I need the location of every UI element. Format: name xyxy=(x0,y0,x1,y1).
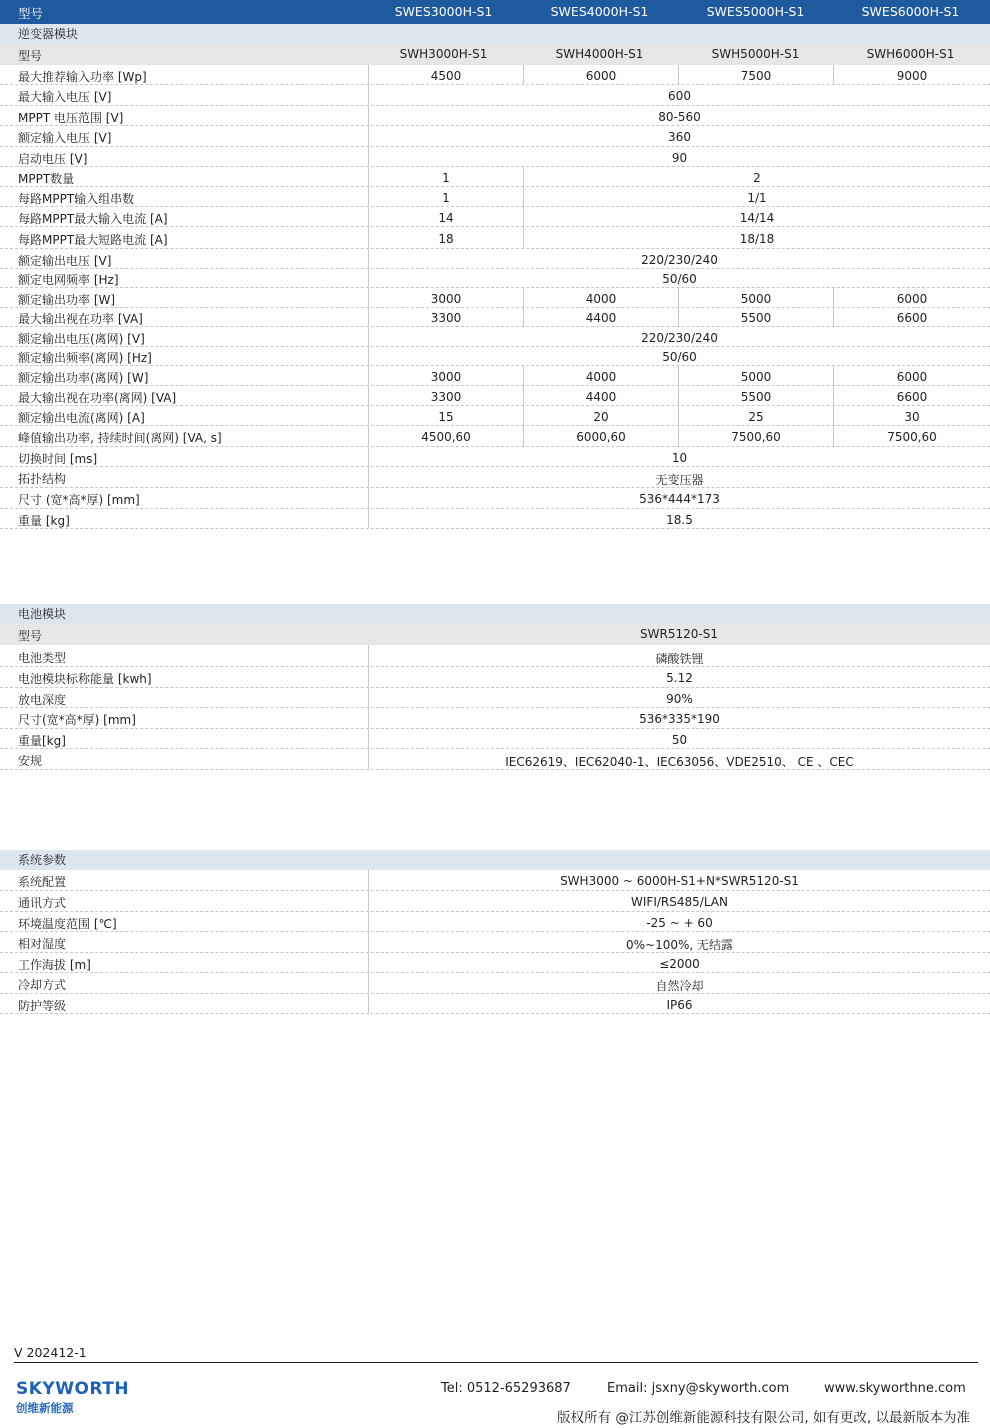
row-label: 尺寸 (宽*高*厚) [mm] xyxy=(18,493,140,507)
row-label: 环境温度范围 [℃] xyxy=(18,917,117,931)
table-row xyxy=(0,509,990,529)
table-row xyxy=(0,749,990,770)
row-label: 最大输出视在功率 [VA] xyxy=(18,312,143,326)
row-label: 额定输出频率(离网) [Hz] xyxy=(18,351,152,365)
header-model-2: SWES4000H-S1 xyxy=(550,4,649,19)
table-row xyxy=(0,249,990,269)
table-cell xyxy=(368,467,990,487)
table-cell xyxy=(368,645,990,666)
table-cell xyxy=(368,126,990,146)
table-row xyxy=(0,467,990,488)
cell-value: 600 xyxy=(668,89,691,103)
table-cell xyxy=(678,386,833,405)
table-cell xyxy=(678,308,833,326)
table-header xyxy=(0,0,990,24)
cell-value: 6000 xyxy=(896,292,928,306)
inverter-model-label: 型号 xyxy=(18,49,43,63)
table-cell xyxy=(833,386,990,405)
cell-value: 2 xyxy=(753,171,761,185)
table-cell xyxy=(678,406,833,425)
copyright-text: 版权所有 @江苏创维新能源科技有限公司, 如有更改, 以最新版本为准 xyxy=(557,1410,970,1426)
table-cell xyxy=(368,688,990,707)
row-label: 每路MPPT最大输入电流 [A] xyxy=(18,212,168,226)
inverter-section-title: 逆变器模块 xyxy=(0,24,990,44)
table-row xyxy=(0,729,990,749)
table-row xyxy=(0,973,990,994)
cell-value: 3000 xyxy=(430,292,462,306)
row-label: 拓扑结构 xyxy=(18,472,67,486)
cell-value: 1/1 xyxy=(747,191,767,205)
table-row xyxy=(0,994,990,1014)
table-cell xyxy=(368,488,990,508)
table-row xyxy=(0,406,990,426)
cell-value: 1 xyxy=(442,171,450,185)
cell-value: 220/230/240 xyxy=(641,253,718,267)
row-label: 峰值输出功率, 持续时间(离网) [VA, s] xyxy=(18,431,222,445)
table-cell xyxy=(368,366,523,385)
table-row xyxy=(0,912,990,932)
battery-rows xyxy=(0,645,990,770)
table-cell xyxy=(678,65,833,84)
table-cell xyxy=(368,207,523,226)
table-row xyxy=(0,167,990,187)
row-label: 电池模块标称能量 [kwh] xyxy=(18,672,152,686)
cell-value: 5000 xyxy=(740,292,772,306)
skyworth-logo xyxy=(16,1379,129,1416)
cell-value: 无变压器 xyxy=(655,473,704,487)
contact-website[interactable]: www.skyworthne.com xyxy=(824,1381,966,1396)
table-cell xyxy=(523,288,678,307)
table-cell xyxy=(368,708,990,728)
row-label: 额定输出电流(离网) [A] xyxy=(18,411,145,425)
cell-value: 10 xyxy=(671,451,688,465)
table-cell xyxy=(368,249,990,268)
table-row xyxy=(0,386,990,406)
inverter-model-1: SWH3000H-S1 xyxy=(399,47,488,61)
row-label: 每路MPPT输入组串数 xyxy=(18,192,135,206)
table-cell xyxy=(523,167,990,186)
cell-value: 4400 xyxy=(585,311,617,325)
row-label: 切换时间 [ms] xyxy=(18,452,98,466)
header-model-1: SWES3000H-S1 xyxy=(394,4,493,19)
table-cell xyxy=(523,308,678,326)
cell-value: 6000 xyxy=(585,69,617,83)
cell-value: 14/14 xyxy=(739,211,775,225)
table-cell xyxy=(368,85,990,105)
cell-value: 536*335*190 xyxy=(639,712,720,726)
cell-value: 90% xyxy=(666,692,693,706)
cell-value: 50/60 xyxy=(662,272,697,286)
logo-subtitle: 创维新能源 xyxy=(16,1401,74,1415)
table-row xyxy=(0,953,990,973)
version-label: V 202412-1 xyxy=(14,1345,87,1360)
cell-value: 4500 xyxy=(430,69,462,83)
table-cell xyxy=(523,207,990,226)
row-label: 额定输入电压 [V] xyxy=(18,131,112,145)
cell-value: 80-560 xyxy=(658,110,701,124)
row-label: 重量[kg] xyxy=(18,734,66,748)
cell-value: 90 xyxy=(671,151,688,165)
cell-value: 220/230/240 xyxy=(641,331,718,345)
table-cell xyxy=(523,386,678,405)
cell-value: WIFI/RS485/LAN xyxy=(631,895,728,909)
table-row xyxy=(0,288,990,308)
row-label: 每路MPPT最大短路电流 [A] xyxy=(18,233,168,247)
table-row xyxy=(0,269,990,288)
cell-value: 7500 xyxy=(740,69,772,83)
battery-model-row xyxy=(0,624,990,645)
inverter-model-3: SWH5000H-S1 xyxy=(711,47,800,61)
cell-value: 磷酸铁锂 xyxy=(655,652,704,666)
table-cell xyxy=(833,65,990,84)
row-label: 额定电网频率 [Hz] xyxy=(18,273,119,287)
row-label: MPPT数量 xyxy=(18,172,75,186)
table-row xyxy=(0,227,990,249)
cell-value: 9000 xyxy=(896,69,928,83)
cell-value: 25 xyxy=(748,410,764,424)
row-label: 重量 [kg] xyxy=(18,514,70,528)
table-cell xyxy=(523,366,678,385)
cell-value: 50 xyxy=(671,733,688,747)
table-cell xyxy=(833,308,990,326)
cell-value: IP66 xyxy=(666,998,693,1012)
row-label: 尺寸(宽*高*厚) [mm] xyxy=(18,713,136,727)
table-row xyxy=(0,147,990,167)
table-cell xyxy=(368,891,990,911)
table-cell xyxy=(368,509,990,528)
cell-value: 18 xyxy=(438,232,454,246)
table-row xyxy=(0,126,990,147)
table-cell xyxy=(678,426,833,446)
cell-value: 5000 xyxy=(740,370,772,384)
table-cell xyxy=(678,288,833,307)
table-row xyxy=(0,932,990,953)
table-cell xyxy=(368,147,990,166)
table-row xyxy=(0,85,990,106)
inverter-rows xyxy=(0,65,990,529)
inverter-model-row xyxy=(0,44,990,65)
header-model-4: SWES6000H-S1 xyxy=(861,4,960,19)
table-row xyxy=(0,207,990,227)
table-cell xyxy=(523,227,990,248)
system-section xyxy=(0,850,990,1014)
table-cell xyxy=(368,667,990,687)
cell-value: 6600 xyxy=(896,390,928,404)
cell-value: 0%~100%, 无结露 xyxy=(625,938,734,952)
table-cell xyxy=(368,167,523,186)
table-cell xyxy=(523,406,678,425)
table-cell xyxy=(368,932,990,952)
table-row xyxy=(0,708,990,729)
header-model-3: SWES5000H-S1 xyxy=(706,4,805,19)
table-cell xyxy=(368,994,990,1013)
table-row xyxy=(0,347,990,366)
row-label: 通讯方式 xyxy=(18,896,67,910)
cell-value: ≤2000 xyxy=(659,957,700,971)
table-cell xyxy=(523,65,678,84)
row-label: 额定输出功率(离网) [W] xyxy=(18,371,149,385)
row-label: MPPT 电压范围 [V] xyxy=(18,111,124,125)
row-label: 冷却方式 xyxy=(18,978,67,992)
cell-value: 5.12 xyxy=(666,671,693,685)
table-cell xyxy=(368,187,523,206)
table-row xyxy=(0,447,990,467)
table-cell xyxy=(368,106,990,125)
table-cell xyxy=(833,406,990,425)
cell-value: 6000 xyxy=(896,370,928,384)
battery-model-label: 型号 xyxy=(18,629,43,643)
row-label: 最大输入电压 [V] xyxy=(18,90,112,104)
system-rows xyxy=(0,870,990,1014)
table-row xyxy=(0,688,990,708)
table-row xyxy=(0,667,990,688)
table-cell xyxy=(368,227,523,248)
table-cell xyxy=(368,426,523,446)
row-label: 系统配置 xyxy=(18,875,67,889)
table-cell xyxy=(368,729,990,748)
table-row xyxy=(0,488,990,509)
cell-value: 15 xyxy=(438,410,454,424)
cell-value: 5500 xyxy=(740,390,772,404)
row-label: 额定输出电压 [V] xyxy=(18,254,112,268)
inverter-section xyxy=(0,24,990,529)
cell-value: -25 ~ + 60 xyxy=(646,916,713,930)
table-cell xyxy=(368,386,523,405)
cell-value: SWH3000 ~ 6000H-S1+N*SWR5120-S1 xyxy=(560,874,799,888)
table-cell xyxy=(368,870,990,890)
row-label: 额定输出功率 [W] xyxy=(18,293,116,307)
logo-wordmark: SKYWORTH xyxy=(16,1379,130,1399)
header-label: 型号 xyxy=(18,6,44,21)
cell-value: 自然冷却 xyxy=(655,979,704,993)
cell-value: 6600 xyxy=(896,311,928,325)
table-cell xyxy=(368,347,990,365)
table-row xyxy=(0,645,990,667)
cell-value: IEC62619、IEC62040-1、IEC63056、VDE2510、 CE 、CEC xyxy=(505,755,854,769)
cell-value: 3000 xyxy=(430,370,462,384)
battery-model: SWR5120-S1 xyxy=(640,627,718,641)
row-label: 防护等级 xyxy=(18,999,67,1013)
cell-value: 4000 xyxy=(585,292,617,306)
cell-value: 4000 xyxy=(585,370,617,384)
table-cell xyxy=(368,447,990,466)
table-row xyxy=(0,187,990,207)
battery-section-title: 电池模块 xyxy=(0,604,990,624)
cell-value: 14 xyxy=(438,211,454,225)
contact-tel: Tel: 0512-65293687 xyxy=(441,1381,571,1396)
row-label: 电池类型 xyxy=(18,651,67,665)
row-label: 最大推荐输入功率 [Wp] xyxy=(18,70,147,84)
inverter-model-2: SWH4000H-S1 xyxy=(555,47,644,61)
table-cell xyxy=(368,406,523,425)
table-cell xyxy=(368,327,990,346)
table-cell xyxy=(368,65,523,84)
table-cell xyxy=(833,288,990,307)
row-label: 相对湿度 xyxy=(18,937,67,951)
table-row xyxy=(0,366,990,386)
cell-value: 50/60 xyxy=(662,350,697,364)
table-cell xyxy=(523,187,990,206)
table-cell xyxy=(368,308,523,326)
cell-value: 18/18 xyxy=(739,232,775,246)
contact-email: Email: jsxny@skyworth.com xyxy=(607,1381,790,1396)
cell-value: 1 xyxy=(442,191,450,205)
row-label: 启动电压 [V] xyxy=(18,152,88,166)
row-label: 工作海拔 [m] xyxy=(18,958,91,972)
table-cell xyxy=(368,749,990,769)
footer-divider xyxy=(14,1362,978,1363)
cell-value: 30 xyxy=(904,410,920,424)
cell-value: 3300 xyxy=(430,390,462,404)
table-cell xyxy=(833,426,990,446)
table-cell xyxy=(368,912,990,931)
row-label: 额定输出电压(离网) [V] xyxy=(18,332,145,346)
cell-value: 7500,60 xyxy=(887,430,937,444)
table-row xyxy=(0,65,990,85)
row-label: 放电深度 xyxy=(18,693,67,707)
table-row xyxy=(0,308,990,327)
cell-value: 20 xyxy=(593,410,609,424)
table-cell xyxy=(368,953,990,972)
battery-section xyxy=(0,604,990,770)
cell-value: 7500,60 xyxy=(731,430,781,444)
cell-value: 5500 xyxy=(740,311,772,325)
cell-value: 536*444*173 xyxy=(639,492,720,506)
table-row xyxy=(0,106,990,126)
table-row xyxy=(0,870,990,891)
table-row xyxy=(0,891,990,912)
cell-value: 3300 xyxy=(430,311,462,325)
cell-value: 360 xyxy=(668,130,691,144)
row-label: 安规 xyxy=(18,754,43,768)
table-cell xyxy=(523,426,678,446)
table-cell xyxy=(368,269,990,287)
cell-value: 4500,60 xyxy=(421,430,471,444)
table-cell xyxy=(833,366,990,385)
table-cell xyxy=(678,366,833,385)
system-section-title: 系统参数 xyxy=(0,850,990,870)
table-row xyxy=(0,327,990,347)
row-label: 最大输出视在功率(离网) [VA] xyxy=(18,391,177,405)
table-row xyxy=(0,426,990,447)
table-cell xyxy=(368,973,990,993)
cell-value: 18.5 xyxy=(666,513,693,527)
inverter-model-4: SWH6000H-S1 xyxy=(866,47,955,61)
cell-value: 4400 xyxy=(585,390,617,404)
table-cell xyxy=(368,288,523,307)
cell-value: 6000,60 xyxy=(576,430,626,444)
